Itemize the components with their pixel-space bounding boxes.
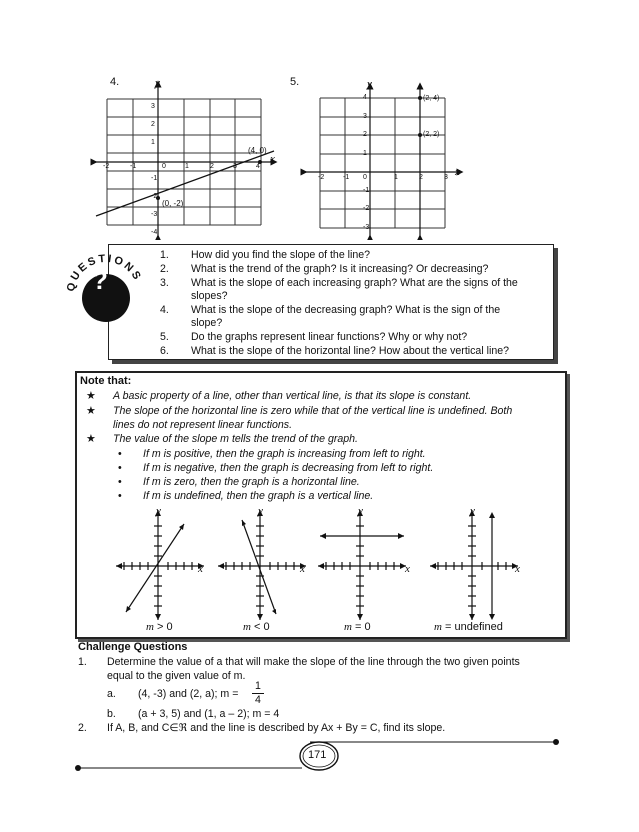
mini-graph-positive (110, 504, 210, 622)
challenge-q1a-label: a. (107, 688, 116, 700)
fraction-numerator: 1 (255, 680, 261, 692)
tick-label: -3 (151, 211, 158, 218)
star-icon: ★ (86, 390, 96, 402)
challenge-q1b-label: b. (107, 708, 116, 720)
mini-graph-zero (312, 504, 412, 622)
questions-badge-text: QUESTIONS (64, 252, 144, 293)
bullet-icon: • (118, 476, 122, 488)
note-bullet: If m is positive, then the graph is increasing from left to right. (143, 448, 426, 460)
tick-label: 2 (363, 131, 367, 138)
mini-graph-undefined (424, 504, 524, 622)
note-line: The slope of the horizontal line is zero while that of the vertical line is undefined. Both (113, 405, 513, 417)
challenge-q2-number: 2. (78, 722, 87, 734)
mini-graph-x-label: x (405, 563, 410, 575)
challenge-q1b-text: (a + 3, 5) and (1, a – 2); m = 4 (138, 708, 280, 720)
note-title: Note that: (80, 375, 132, 387)
tick-label: 2 (151, 121, 155, 128)
note-line: A basic property of a line, other than vertical line, is that its slope is constant. (113, 390, 472, 402)
tick-label: -1 (130, 163, 137, 170)
tick-label: 0 (363, 174, 367, 181)
graph-5-x-label: x (455, 166, 460, 178)
tick-label: 2 (210, 163, 214, 170)
graph-4 (88, 78, 280, 240)
caption-zero: m = 0 (344, 621, 371, 633)
tick-label: -2 (318, 174, 325, 181)
challenge-q1a-text: (4, -3) and (2, a); m = (138, 688, 239, 700)
challenge-q1-line2: equal to the given value of m. (107, 670, 246, 682)
tick-label: 1 (363, 150, 367, 157)
tick-label: -3 (363, 224, 370, 231)
graph-5-grid (320, 98, 445, 228)
tick-label: -1 (363, 187, 370, 194)
star-icon: ★ (86, 433, 96, 445)
question-mark-icon: ? (92, 265, 108, 295)
mini-graph-x-label: x (300, 563, 305, 575)
tick-label: 4 (256, 163, 260, 170)
mini-graph-y-label: y (470, 505, 475, 517)
tick-label: 3 (363, 113, 367, 120)
graph-4-line (96, 151, 274, 216)
graph-5-point-b-label: (2, 2) (423, 131, 440, 138)
mini-graph-y-label: y (258, 505, 263, 517)
tick-label: 3 (444, 174, 448, 181)
graph-5-point-b (418, 133, 422, 137)
caption-positive: m > 0 (146, 621, 173, 633)
caption-undefined: m = undefined (434, 621, 503, 633)
mini-graph-x-label: x (198, 563, 203, 575)
graph-5-y-label: y (367, 78, 372, 90)
fraction-denominator: 4 (255, 694, 261, 706)
note-bullet: If m is negative, then the graph is decreasing from left to right. (143, 462, 434, 474)
tick-label: 1 (185, 163, 189, 170)
mini-graph-x-label: x (515, 563, 520, 575)
bullet-icon: • (118, 490, 122, 502)
caption-negative: m < 0 (243, 621, 270, 633)
tick-label: 4 (363, 94, 367, 101)
graph-5 (300, 80, 465, 240)
graph-4-y-label: y (155, 77, 160, 89)
tick-label: 0 (162, 163, 166, 170)
challenge-title: Challenge Questions (78, 641, 188, 653)
tick-label: 3 (151, 103, 155, 110)
tick-label: -1 (343, 174, 350, 181)
graph-5-point-a-label: (2, 4) (423, 95, 440, 102)
bullet-icon: • (118, 448, 122, 460)
mini-graph-y-label: y (358, 505, 363, 517)
tick-label: 1 (151, 139, 155, 146)
tick-label: -4 (151, 229, 158, 236)
note-line: lines do not represent linear functions. (113, 419, 293, 431)
star-icon: ★ (86, 405, 96, 417)
challenge-q1-line1: Determine the value of a that will make the slope of the line through the two given points (107, 656, 520, 668)
graph-5-number: 5. (290, 76, 300, 88)
graph-4-x-label: x (270, 153, 275, 165)
tick-label: -1 (151, 175, 158, 182)
graph-5-point-a (418, 96, 422, 100)
note-bullet: If m is undefined, then the graph is a vertical line. (143, 490, 374, 502)
challenge-q1-number: 1. (78, 656, 87, 668)
bullet-icon: • (118, 462, 122, 474)
note-bullet: If m is zero, then the graph is a horizontal line. (143, 476, 360, 488)
mini-graph-y-label: y (156, 505, 161, 517)
note-line: The value of the slope m tells the trend of the graph. (113, 433, 358, 445)
tick-label: -2 (103, 163, 110, 170)
mini-graph-negative (212, 504, 312, 622)
tick-label: 2 (419, 174, 423, 181)
tick-label: -2 (363, 205, 370, 212)
graph-4-point-a-label: (4, 0) (248, 146, 267, 155)
tick-label: 3 (233, 163, 237, 170)
page-number: 171 (308, 749, 327, 761)
tick-label: -2 (151, 193, 158, 200)
tick-label: 1 (394, 174, 398, 181)
challenge-q2-text: If A, B, and C∈ℜ and the line is described by Ax + By = C, find its slope. (107, 722, 446, 734)
graph-4-point-b-label: (0, -2) (162, 199, 184, 208)
graph-4-number: 4. (110, 76, 120, 88)
